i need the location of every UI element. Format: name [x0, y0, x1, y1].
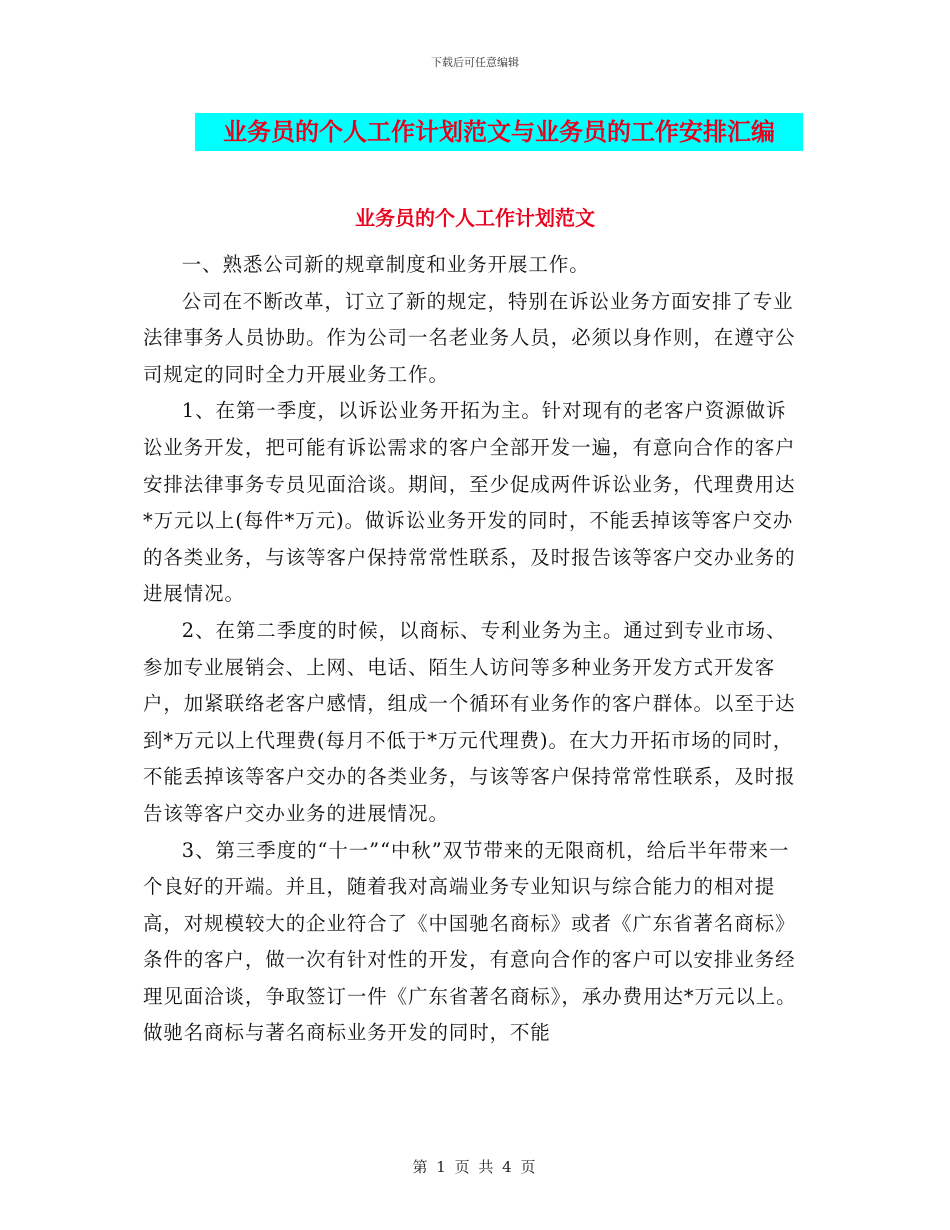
- page-footer: 第 1 页 共 4 页: [412, 1158, 538, 1176]
- paragraph-2: 公司在不断改革，订立了新的规定，特别在诉讼业务方面安排了专业法律事务人员协助。作为公司一名老业务人员，必须以身作则，在遵守公司规定的同时全力开展业务工作。: [143, 289, 796, 386]
- paragraph-3: 1、在第一季度，以诉讼业务开拓为主。针对现有的老客户资源做诉讼业务开发，把可能有诉讼需求的客户全部开发一遍，有意向合作的客户安排法律事务专员见面洽谈。期间，至少促成两件诉讼业务，代理费用达*万元以上(每件*万元)。做诉讼业务开发的同时，不能丢掉该等客户交办的各类业务，与该等客户保持常常性联系，及时报告该等客户交办业务的进展情况。: [143, 399, 796, 606]
- paragraph-1: 一、熟悉公司新的规章制度和业务开展工作。: [181, 253, 590, 276]
- section-title: 业务员的个人工作计划范文: [355, 206, 595, 230]
- paragraph-5: 3、第三季度的“十一”“中秋”双节带来的无限商机，给后半年带来一个良好的开端。并且，随着我对高端业务专业知识与综合能力的相对提高，对规模较大的企业符合了《中国驰名商标》或者《广东省著名商标》条件的客户，做一次有针对性的开发，有意向合作的客户可以安排业务经理见面洽谈，争取签订一件《广东省著名商标》，承办费用达*万元以上。做驰名商标与著名商标业务开发的同时，不能: [143, 838, 797, 1045]
- paragraph-4: 2、在第二季度的时候，以商标、专利业务为主。通过到专业市场、参加专业展销会、上网、电话、陌生人访问等多种业务开发方式开发客户，加紧联络老客户感情，组成一个循环有业务作的客户群体。以至于达到*万元以上代理费(每月不低于*万元代理费)。在大力开拓市场的同时，不能丢掉该等客户交办的各类业务，与该等客户保持常常性联系，及时报告该等客户交办业务的进展情况。: [143, 618, 796, 825]
- document-body: [143, 247, 803, 1052]
- header-note: 下载后可任意编辑: [431, 56, 519, 69]
- document-title: 业务员的个人工作计划范文与业务员的工作安排汇编: [195, 113, 803, 151]
